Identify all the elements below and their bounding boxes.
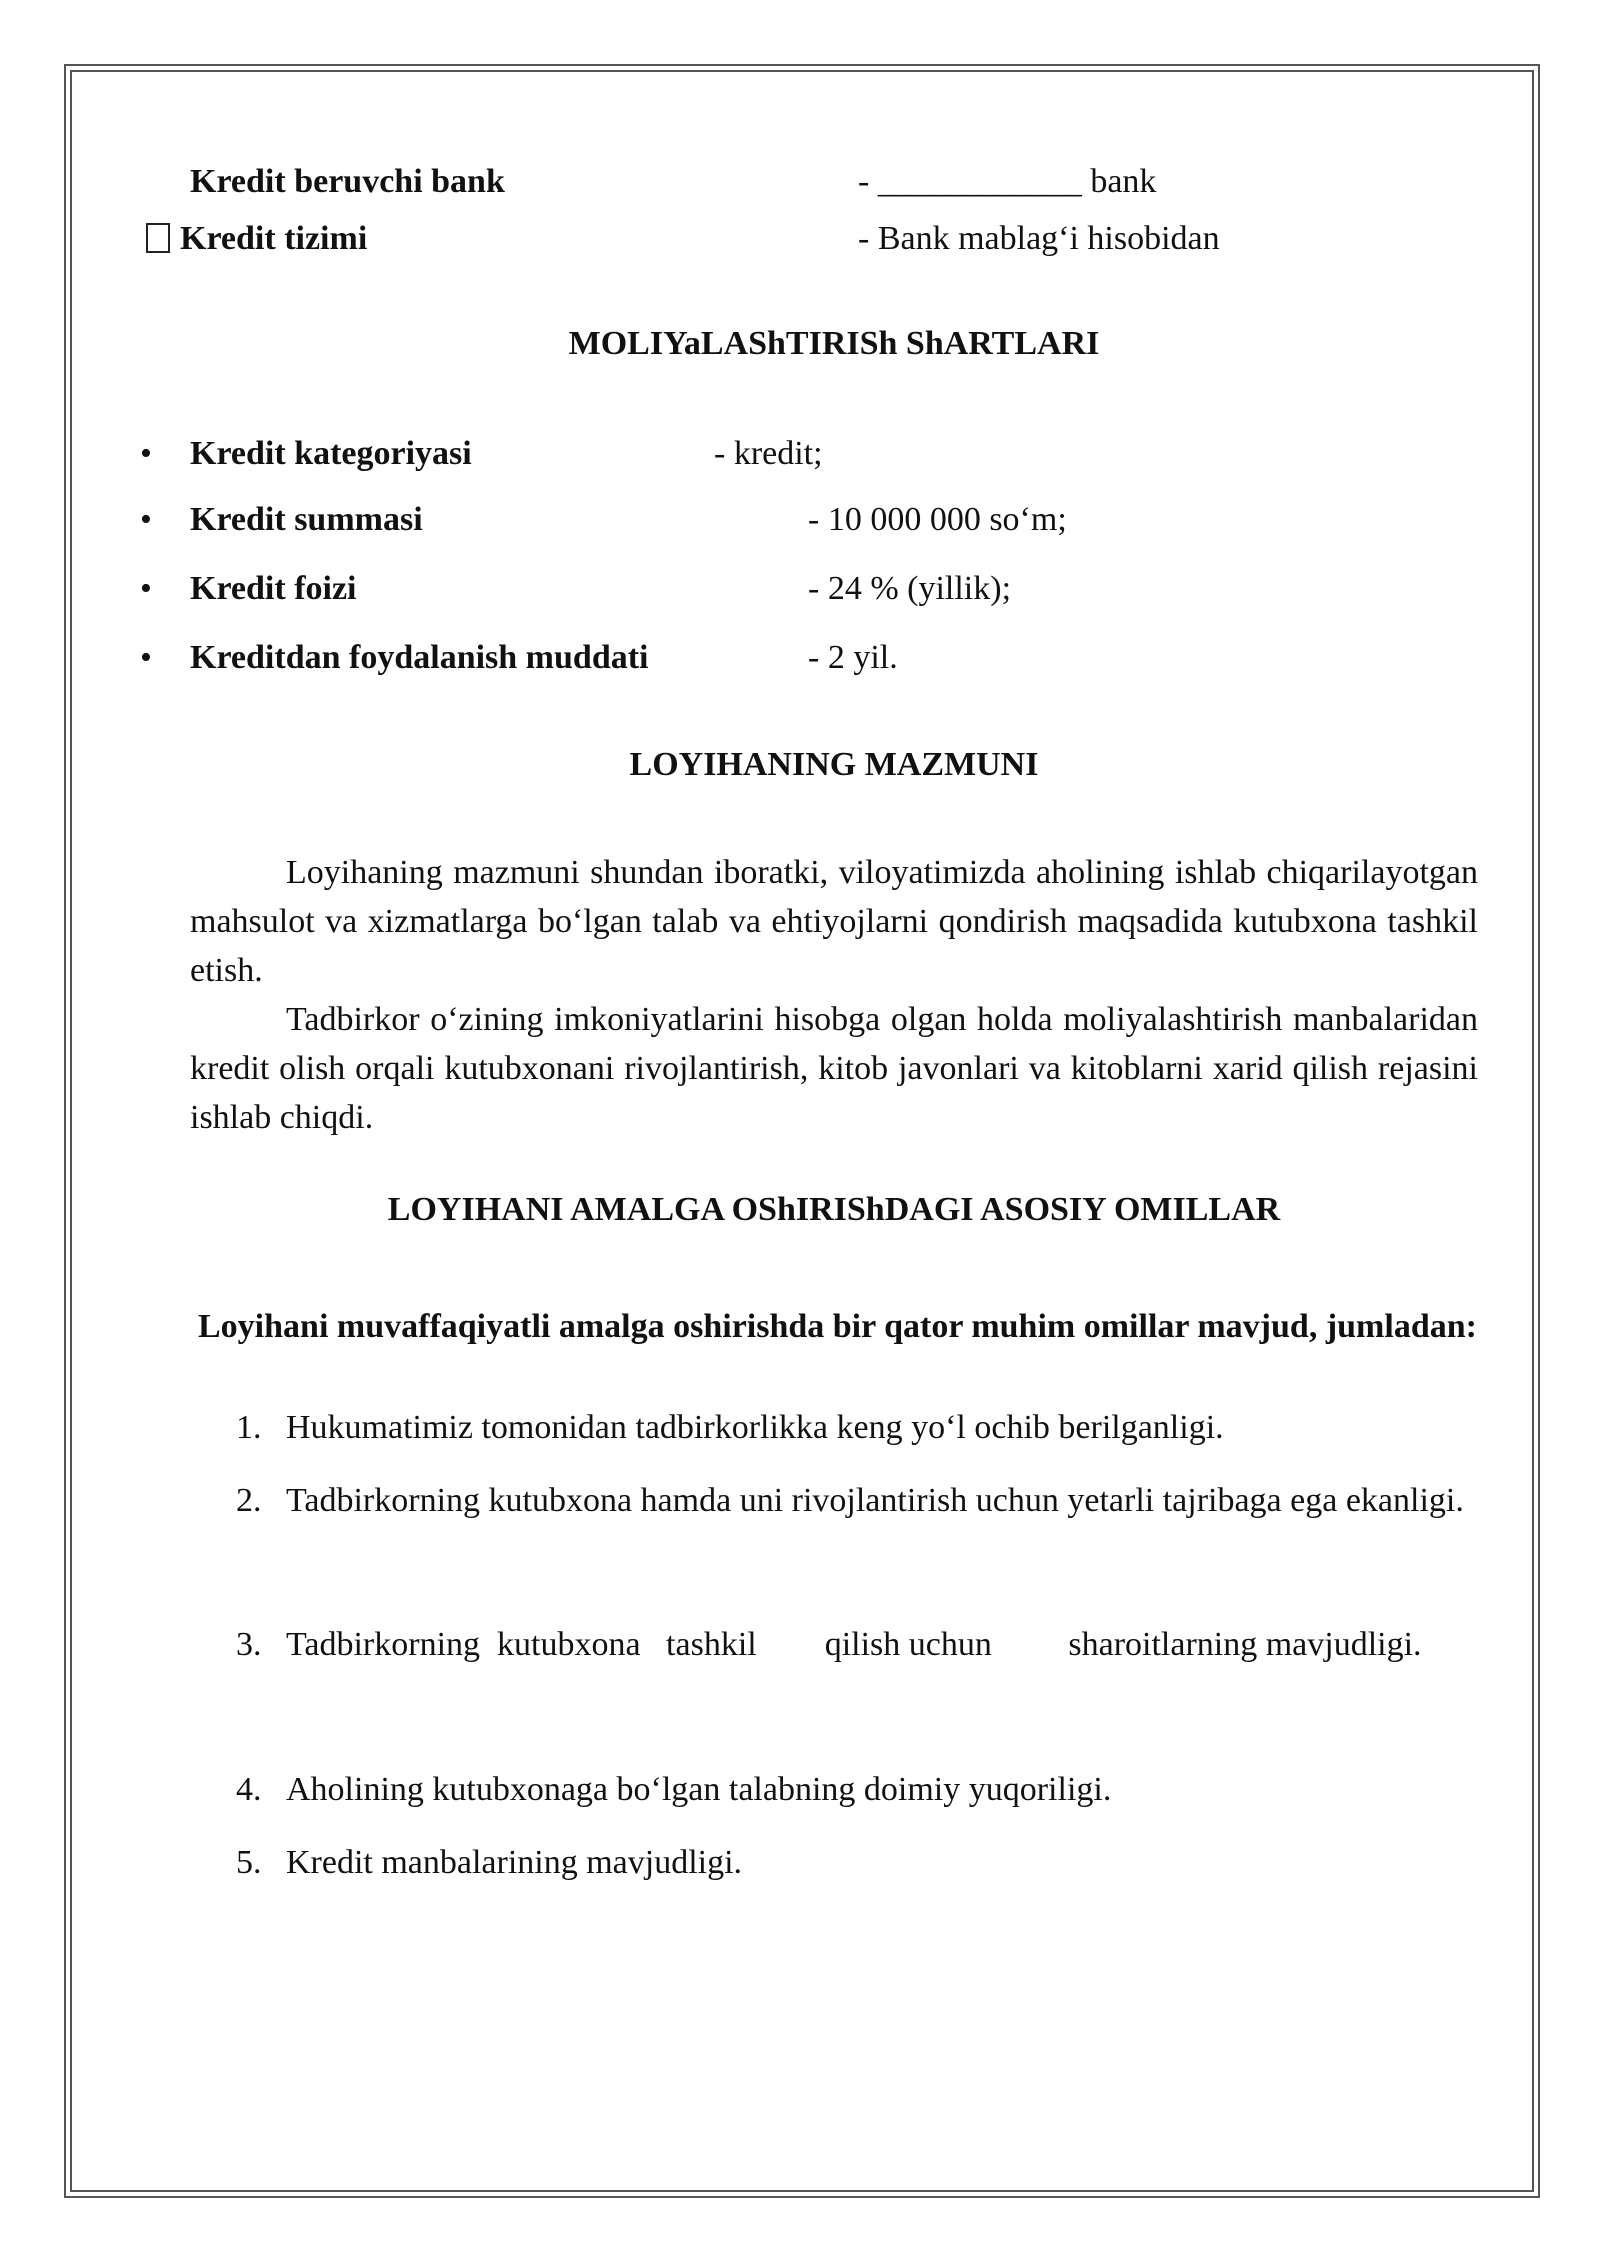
checkbox-icon (146, 223, 170, 253)
list-number: 5. (236, 1844, 262, 1881)
list-number: 4. (236, 1771, 262, 1808)
list-item: Aholining kutubxonaga bo‘lgan talabning doimiy yuqoriligi. (286, 1771, 1112, 1808)
list-item: Tadbirkorning kutubxona hamda uni rivojlantirish uchun yetarli tajribaga ega ekanligi. (286, 1482, 1464, 1519)
financing-item-value: - kredit; (714, 435, 823, 472)
credit-system-value: - Bank mablag‘i hisobidan (858, 220, 1220, 257)
content-title: LOYIHANING MAZMUNI (629, 746, 1039, 783)
bullet-icon: • (140, 435, 152, 472)
list-item: Tadbirkorning kutubxona tashkil qilish uchun sharoitlarning mavjudligi. (286, 1626, 1422, 1663)
bullet-icon: • (140, 639, 152, 676)
financing-item-value: - 2 yil. (808, 639, 898, 676)
list-number: 3. (236, 1626, 262, 1663)
financing-item-label: Kredit summasi (190, 501, 423, 538)
lender-bank-value: - ____________ bank (858, 163, 1157, 200)
financing-item-label: Kredit kategoriyasi (190, 435, 472, 472)
bullet-icon: • (140, 501, 152, 538)
factors-title: LOYIHANI AMALGA OShIRIShDAGI ASOSIY OMILLAR (387, 1191, 1281, 1228)
factors-intro: Loyihani muvaffaqiyatli amalga oshirishda bir qator muhim omillar mavjud, jumladan: (198, 1308, 1477, 1345)
bullet-icon: • (140, 570, 152, 607)
content-paragraph: Loyihaning mazmuni shundan iboratki, viloyatimizda aholining ishlab chiqarilayotgan mahsulot va xizmatlarga bo‘lgan talab va ehtiyojlarni qondirish maqsadida kutubxona tashkil etish. (190, 854, 1478, 989)
credit-system-row (146, 219, 367, 259)
list-number: 1. (236, 1409, 262, 1446)
credit-system-label: Kredit tizimi (180, 220, 368, 257)
list-item: Kredit manbalarining mavjudligi. (286, 1844, 743, 1881)
list-item: Hukumatimiz tomonidan tadbirkorlikka keng yo‘l ochib berilganligi. (286, 1409, 1224, 1446)
financing-title: MOLIYaLAShTIRISh ShARTLARI (568, 325, 1100, 362)
content-paragraph: Tadbirkor o‘zining imkoniyatlarini hisobga olgan holda moliyalashtirish manbalaridan kredit olish orqali kutubxonani rivojlantirish, kitob javonlari va kitoblarni xarid qilish rejasini ishlab chiqdi. (190, 1001, 1478, 1136)
financing-item-label: Kreditdan foydalanish muddati (190, 639, 649, 676)
financing-item-value: - 10 000 000 so‘m; (808, 501, 1067, 538)
financing-item-label: Kredit foizi (190, 570, 357, 607)
financing-item-value: - 24 % (yillik); (808, 570, 1012, 607)
lender-bank-label: Kredit beruvchi bank (190, 163, 505, 200)
list-number: 2. (236, 1482, 262, 1519)
